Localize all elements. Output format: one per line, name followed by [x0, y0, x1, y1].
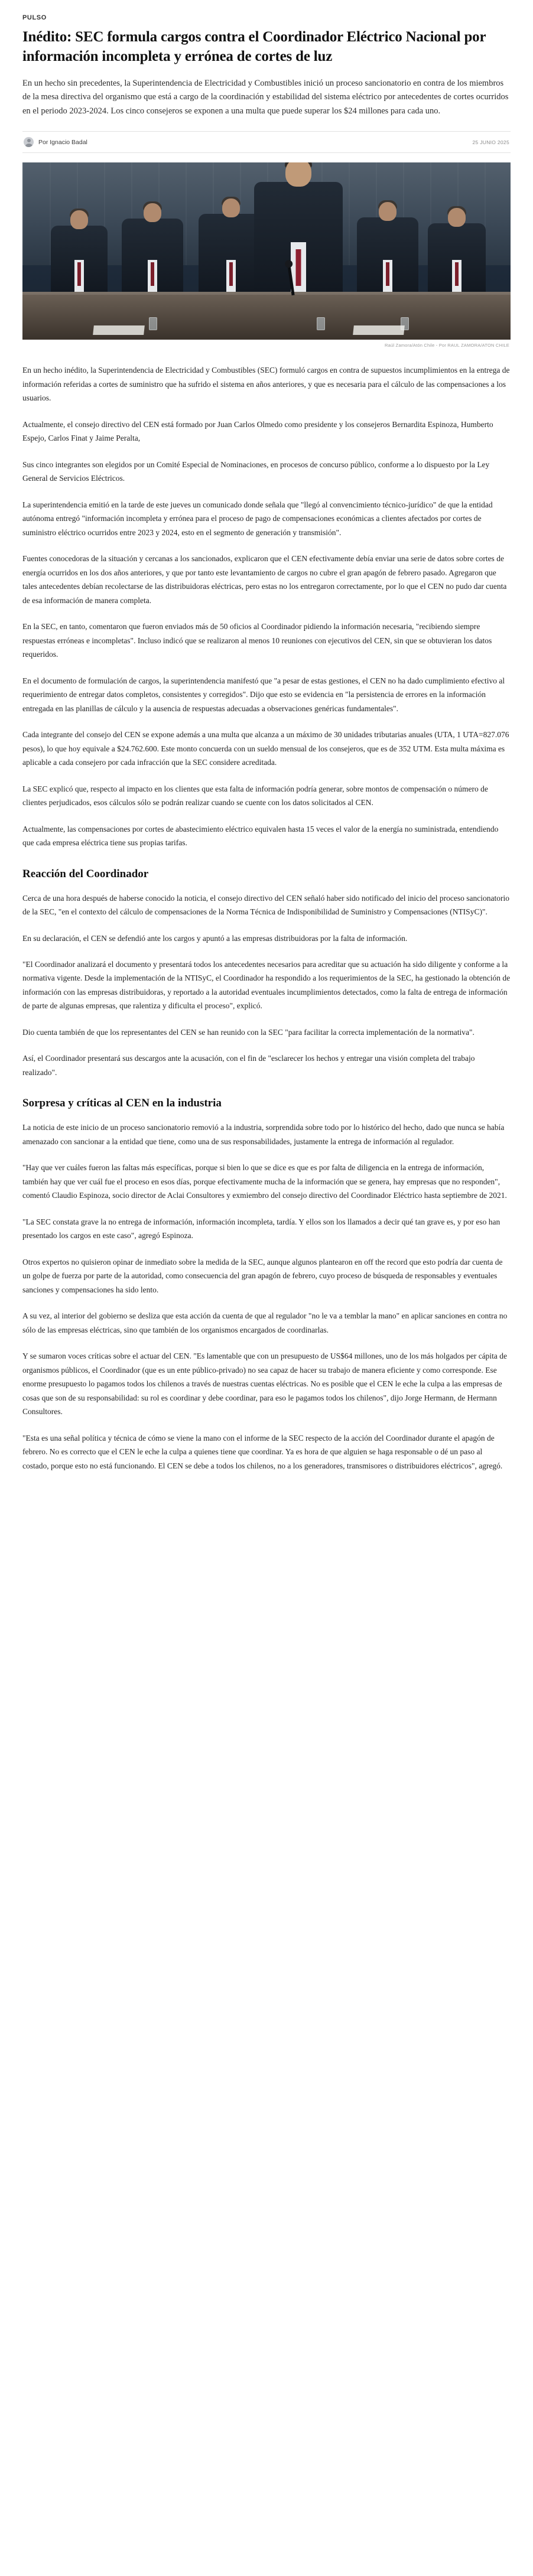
person-tie — [77, 262, 81, 286]
article-paragraph: En su declaración, el CEN se defendió ante los cargos y apuntó a las empresas distribuidoras por la falta de información. — [22, 933, 408, 943]
article-paragraph: En el documento de formulación de cargos, la superintendencia manifestó que "a pesar de estas gestiones, el CEN no ha dado cumplimiento efectivo al requerimiento de entregar datos completos, consistentes y corregidos". Dijo que esto se evidencia en "la persistencia de errores en la información entregada en las planillas de cálculo y la ausencia de respuestas adecuadas a observaciones genéricas fundamentales". — [22, 676, 505, 713]
article-paragraph: "El Coordinador analizará el documento y presentará todos los antecedentes necesarios para acreditar que su actuación ha sido diligente y conforme a la normativa vigente. Desde la implementación de la NTISyC, el Coordinador ha respondido a los requerimientos de la SEC, ha gestionado la obtención de información con las empresas distribuidoras, y reportado a la autoridad eventuales incumplimientos detectados, como la falta de entrega de información de parte de algunas empresas, que ralentiza y dificulta el proceso", explicó. — [22, 959, 511, 1011]
publish-date: 25 JUNIO 2025 — [472, 139, 509, 145]
article-paragraph: Actualmente, las compensaciones por cortes de abastecimiento eléctrico equivalen hasta 15 veces el valor de la energía no suministrada, entendiendo que cada empresa eléctrica tiene sus propias tarifas. — [22, 824, 499, 848]
person-tie — [296, 249, 301, 286]
byline — [22, 131, 511, 153]
person-head — [285, 162, 311, 187]
document-sheet — [353, 325, 405, 335]
article-paragraph: En un hecho inédito, la Superintendencia de Electricidad y Combustibles (SEC) formuló cargos en contra de supuestos incumplimientos en la entrega de información referidas a cortes de suministro que ha sufrido el sistema en años anteriores, y que es necesaria para el cálculo de las compensaciones a los usuarios. — [22, 366, 510, 403]
document-sheet — [93, 325, 145, 335]
person-tie — [386, 262, 389, 286]
article-paragraph: La noticia de este inicio de un proceso sancionatorio removió a la industria, sorprendida sobre todo por lo histórico del hecho, dado que nunca se había amenazado con sancionar a la entidad que tiene, como una de sus responsabilidades, justamente la entrega de información al regulador. — [22, 1123, 505, 1146]
author-name[interactable]: Por Ignacio Badal — [38, 138, 87, 146]
person-head — [70, 210, 88, 229]
person-figure — [357, 217, 418, 292]
article-paragraph: Actualmente, el consejo directivo del CEN está formado por Juan Carlos Olmedo como presidente y los consejeros Bernardita Espinoza, Humberto Espejo, Carlos Finat y Jaime Peralta, — [22, 419, 493, 443]
article-paragraph: A su vez, al interior del gobierno se desliza que esta acción da cuenta de que al regulador "no le va a temblar la mano" en aplicar sanciones en contra no sólo de las empresas eléctricas, sino que también de los organismos encargados de coordinarlas. — [22, 1311, 508, 1334]
person-tie — [229, 262, 233, 286]
image-credit: Raúl Zamora/Atón Chile - Por RAUL ZAMORA/ATON CHILE — [385, 343, 509, 349]
article-paragraph: Cada integrante del consejo del CEN se expone además a una multa que alcanza a un máximo de 30 unidades tributarias anuales (UTA, 1 UTA=827.076 pesos), lo que hoy equivale a $24.762.600. Este monto concuerda con un sueldo mensual de los consejeros, que es de 352 UTM. Esta multa máxima es aplicable a cada consejero por cada infracción que la SEC considere acreditada. — [22, 730, 509, 767]
main-speaker-figure — [254, 182, 343, 292]
article-paragraph: "Esta es una señal política y técnica de cómo se viene la mano con el informe de la SEC respecto de la acción del Coordinador durante el apagón de febrero. No es correcto que el CEN le eche la culpa a quienes tiene que coordinar. Ya es hora de que alguien se haga responsable o dé un paso al costado, porque esto no está funcionando. El CEN se debe a todos los chilenos, no a los generadores, transmisores o distribuidores eléctricos", agregó. — [22, 1433, 503, 1470]
article-paragraph: "La SEC constata grave la no entrega de información, información incompleta, tardía. Y ellos son los llamados a decir qué tan grave es, y por eso han presentado los cargos en este caso", agregó Espinoza. — [22, 1217, 500, 1240]
article-paragraph: La SEC explicó que, respecto al impacto en los clientes que esta falta de información podría generar, sobre montos de compensación o número de clientes perjudicados, esos cálculos sólo se podrán realizar cuando se cuente con los datos solicitados al CEN. — [22, 784, 488, 807]
article-paragraph: La superintendencia emitió en la tarde de este jueves un comunicado donde señala que "llegó al convencimiento técnico-jurídico" de que la entidad autónoma entregó "información incompleta y errónea para el proceso de pago de compensaciones económicas a clientes afectados por cortes de suministro eléctrico ocurridos entre 2023 y 2024, esto en el segmento de generación y transmisión". — [22, 500, 493, 537]
article-paragraph: "Hay que ver cuáles fueron las faltas más específicas, porque si bien lo que se dice es que es por falta de diligencia en la entrega de información, también hay que ver cuál fue el proceso en esos días, porque efectivamente mucha de la información que se genera, hay empresas que no responden", comentó Claudio Espinoza, socio director de Aclai Consultores y exmiembro del consejo directivo del Coordinador Eléctrico hasta septiembre de 2021. — [22, 1163, 507, 1200]
person-head — [379, 202, 396, 221]
section-heading-sorpresa: Sorpresa y críticas al CEN en la industria — [22, 1097, 222, 1110]
article-paragraph: En la SEC, en tanto, comentaron que fueron enviados más de 50 oficios al Coordinador pidiendo la información necesaria, "recibiendo siempre respuestas erróneas e incompletas". Incluso indicó que se realizaron al menos 10 reuniones con ejecutivos del CEN, sin que se obtuvieran los datos requeridos. — [22, 622, 492, 659]
person-figure — [122, 219, 183, 292]
byline-author-group — [24, 137, 87, 147]
article-paragraph: Fuentes conocedoras de la situación y cercanas a los sancionados, explicaron que el CEN efectivamente debía enviar una serie de datos sobre cortes de energía ocurridos en los dos años anteriores, y que por tanto este levantamiento de cargos no cubre el gran apagón de febrero pasado. Agregaron que tales antecedentes debían recolectarse de las distribuidoras eléctricas, pero estas no los entregaron correctamente, por lo que el CEN no pudo dar cuenta de esa información de manera completa. — [22, 554, 507, 605]
article-paragraph: Sus cinco integrantes son elegidos por un Comité Especial de Nominaciones, en procesos de concurso público, conforme a lo dispuesto por la Ley General de Servicios Eléctricos. — [22, 460, 490, 483]
person-head — [144, 203, 161, 222]
section-heading-reaccion: Reacción del Coordinador — [22, 867, 149, 880]
article-kicker: PULSO — [22, 14, 47, 21]
person-figure — [51, 226, 108, 292]
person-tie — [455, 262, 459, 286]
article-paragraph: Dio cuenta también de que los representantes del CEN se han reunido con la SEC "para facilitar la correcta implementación de la normativa". — [22, 1027, 474, 1037]
article-paragraph: Así, el Coordinador presentará sus descargos ante la acusación, con el fin de "esclarecer los hechos y entregar una visión completa del trabajo realizado". — [22, 1054, 475, 1077]
article-paragraph: Cerca de una hora después de haberse conocido la noticia, el consejo directivo del CEN señaló haber sido notificado del inicio del proceso sancionatorio de la SEC, "en el contexto del cálculo de compensaciones de la Norma Técnica de Indisponibilidad de Suministro y Compensaciones (NTISyC)". — [22, 893, 509, 917]
person-head — [448, 208, 466, 227]
article-paragraph: Y se sumaron voces críticas sobre el actuar del CEN. "Es lamentable que con un presupuesto de US$64 millones, uno de los más holgados per cápita de organismos públicos, el Coordinador (que es un ente público-privado) no sea capaz de hacer su trabajo de manera eficiente y como corresponde. Ese enorme presupuesto lo pagamos todos los chilenos a través de nuestras cuentas eléctricas. No es posible que el CEN le eche la culpa a las empresas de cosas que son de su responsabilidad: su rol es coordinar y debe coordinar, para eso le pagamos todos los chilenos", dijo Jorge Hermann, de Hermann Consultores. — [22, 1351, 508, 1416]
page-title: Inédito: SEC formula cargos contra el Coordinador Eléctrico Nacional por información incompleta y errónea de cortes de luz — [22, 29, 486, 64]
water-glass — [149, 317, 157, 330]
article-paragraph: Otros expertos no quisieron opinar de inmediato sobre la medida de la SEC, aunque algunos plantearon en off the record que esto podría dar cuenta de un golpe de fuerza por parte de la autoridad, como consecuencia del gran apagón de febrero, cuyo proceso de búsqueda de responsables y eventuales sanciones y compensaciones ha sido lento. — [22, 1257, 503, 1294]
hero-figure — [22, 162, 511, 348]
hero-image — [22, 162, 511, 340]
person-figure — [428, 223, 486, 292]
water-glass — [317, 317, 325, 330]
article-lede: En un hecho sin precedentes, la Superintendencia de Electricidad y Combustibles inició un proceso sancionatorio en contra de los miembros de la mesa directiva del organismo que está a cargo de la coordinación y estabilidad del sistema eléctrico por antecedentes de cortes ocurridos en el periodo 2023-2024. Los cinco consejeros se exponen a una multa que puede superar los $24 millones para cada uno. — [22, 79, 509, 116]
avatar — [24, 137, 34, 147]
person-tie — [151, 262, 154, 286]
person-head — [222, 198, 240, 217]
